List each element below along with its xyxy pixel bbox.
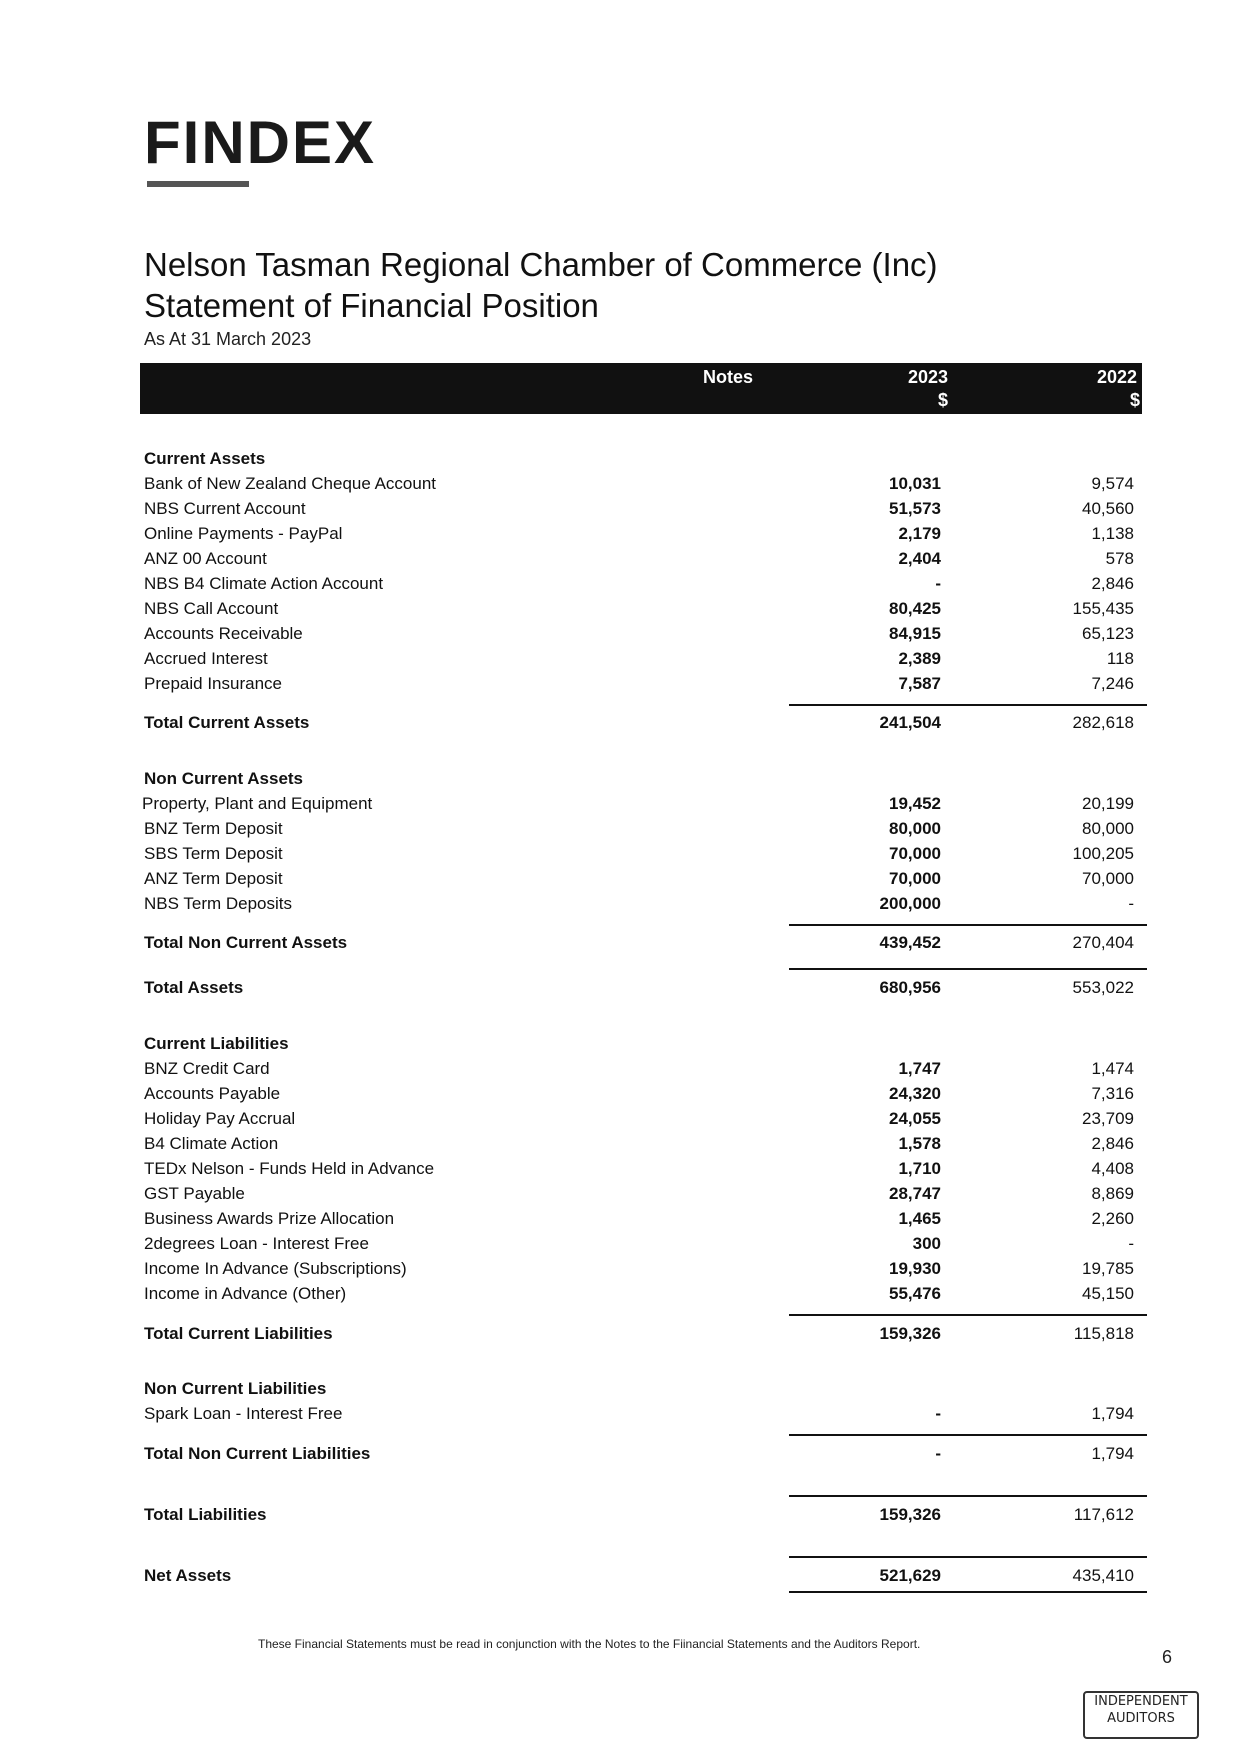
row-label: Accrued Interest <box>144 649 268 668</box>
value-2023: 1,465 <box>898 1209 941 1228</box>
row-label: BNZ Credit Card <box>144 1059 270 1078</box>
table-row <box>144 1056 1144 1081</box>
row-label: SBS Term Deposit <box>144 844 283 863</box>
row-label: Business Awards Prize Allocation <box>144 1209 395 1228</box>
value-2022: 2,260 <box>1091 1209 1134 1228</box>
value-2022: 19,785 <box>1082 1259 1134 1278</box>
value-2023: 300 <box>912 1234 941 1253</box>
section-heading-label: Non Current Assets <box>144 769 304 788</box>
table-row <box>144 1181 1144 1206</box>
year-2023-header: 2023 <box>908 367 949 387</box>
value-2023: 1,578 <box>898 1134 941 1153</box>
table-row <box>144 1131 1144 1156</box>
year-2022-header: 2022 <box>1097 367 1138 387</box>
value-2022: 40,560 <box>1082 499 1134 518</box>
value-2022: 45,150 <box>1082 1284 1134 1303</box>
row-label: Accounts Payable <box>144 1084 281 1103</box>
value-2022: 578 <box>1105 549 1134 568</box>
logo-underline <box>147 181 249 187</box>
total-value-2022: 435,410 <box>1072 1566 1134 1585</box>
section-heading <box>144 766 1144 791</box>
row-label: NBS B4 Climate Action Account <box>144 574 384 593</box>
total-value-2022: 270,404 <box>1072 933 1134 952</box>
value-2022: 7,316 <box>1091 1084 1134 1103</box>
row-label: GST Payable <box>144 1184 245 1203</box>
value-2022: 100,205 <box>1072 844 1134 863</box>
total-row <box>144 1441 1144 1466</box>
findex-logo: FINDEX <box>144 109 377 176</box>
currency-2022-header: $ <box>1130 390 1141 410</box>
row-label: TEDx Nelson - Funds Held in Advance <box>144 1159 435 1178</box>
total-row <box>144 1321 1144 1346</box>
row-label: 2degrees Loan - Interest Free <box>144 1234 369 1253</box>
value-2022: 2,846 <box>1091 1134 1134 1153</box>
table-row <box>144 671 1144 696</box>
total-label: Net Assets <box>144 1566 232 1585</box>
notes-header: Notes <box>703 367 754 387</box>
row-label: ANZ 00 Account <box>144 549 267 568</box>
total-rule <box>789 1434 1147 1436</box>
table-row <box>144 1256 1144 1281</box>
table-row <box>144 791 1144 816</box>
value-2022: 20,199 <box>1082 794 1134 813</box>
row-label: Bank of New Zealand Cheque Account <box>144 474 437 493</box>
total-row <box>144 930 1144 955</box>
table-row <box>144 521 1144 546</box>
value-2023: 2,179 <box>898 524 941 543</box>
table-header-bar <box>140 363 1142 414</box>
value-2022: 70,000 <box>1082 869 1134 888</box>
value-2023: 24,055 <box>889 1109 941 1128</box>
total-rule <box>789 1495 1147 1497</box>
value-2023: 10,031 <box>889 474 941 493</box>
total-row <box>144 710 1144 735</box>
table-row <box>144 1281 1144 1306</box>
row-label: Income in Advance (Other) <box>144 1284 347 1303</box>
row-label: BNZ Term Deposit <box>144 819 283 838</box>
total-value-2023: 159,326 <box>879 1505 941 1524</box>
table-row <box>144 596 1144 621</box>
total-value-2023: 521,629 <box>879 1566 941 1585</box>
statement-date: As At 31 March 2023 <box>144 329 312 349</box>
value-2023: 19,930 <box>889 1259 941 1278</box>
value-2022: 118 <box>1106 649 1134 668</box>
total-rule <box>789 1556 1147 1558</box>
value-2023: 28,747 <box>889 1184 941 1203</box>
value-2023: 70,000 <box>889 844 941 863</box>
total-liabilities-row <box>144 1502 1144 1527</box>
value-2022: - <box>1128 894 1134 913</box>
table-row <box>144 496 1144 521</box>
total-value-2022: 115,818 <box>1073 1324 1134 1343</box>
row-label: NBS Term Deposits <box>144 894 293 913</box>
section-heading-label: Current Assets <box>144 449 266 468</box>
total-value-2023: 439,452 <box>879 933 941 952</box>
auditor-stamp <box>1083 1691 1199 1739</box>
table-row <box>144 1206 1144 1231</box>
total-value-2023: 159,326 <box>879 1324 941 1343</box>
table-row <box>144 841 1144 866</box>
value-2023: - <box>935 574 941 593</box>
total-rule <box>789 968 1147 970</box>
value-2023: 19,452 <box>889 794 941 813</box>
stamp-line-1: INDEPENDENT <box>1094 1694 1188 1709</box>
value-2023: 55,476 <box>889 1284 941 1303</box>
table-row <box>144 621 1144 646</box>
stamp-line-2: AUDITORS <box>1107 1711 1175 1726</box>
value-2023: - <box>935 1404 941 1423</box>
value-2022: 80,000 <box>1082 819 1134 838</box>
value-2022: 1,138 <box>1091 524 1134 543</box>
value-2023: 80,000 <box>889 819 941 838</box>
table-row <box>144 866 1144 891</box>
page-number: 6 <box>1162 1647 1173 1667</box>
total-value-2022: 117,612 <box>1073 1505 1134 1524</box>
value-2022: 8,869 <box>1091 1184 1134 1203</box>
row-label: Spark Loan - Interest Free <box>144 1404 343 1423</box>
row-label: Property, Plant and Equipment <box>142 794 373 813</box>
bottom-rule <box>789 1591 1147 1593</box>
row-label: Holiday Pay Accrual <box>144 1109 296 1128</box>
value-2022: - <box>1128 1234 1134 1253</box>
value-2022: 4,408 <box>1091 1159 1134 1178</box>
table-row <box>144 546 1144 571</box>
value-2022: 1,794 <box>1091 1404 1134 1423</box>
total-value-2023: 241,504 <box>879 713 941 732</box>
value-2022: 2,846 <box>1091 574 1134 593</box>
value-2023: 1,747 <box>898 1059 941 1078</box>
row-label: Income In Advance (Subscriptions) <box>144 1259 407 1278</box>
total-value-2023: 680,956 <box>879 978 941 997</box>
total-label: Total Liabilities <box>144 1505 267 1524</box>
value-2023: 7,587 <box>898 674 941 693</box>
total-assets-row <box>144 975 1144 1000</box>
total-label: Total Current Assets <box>144 713 310 732</box>
table-row <box>144 471 1144 496</box>
total-value-2022: 282,618 <box>1072 713 1134 732</box>
currency-2023-header: $ <box>938 390 949 410</box>
table-row <box>144 646 1144 671</box>
value-2022: 65,123 <box>1082 624 1134 643</box>
total-label: Total Non Current Assets <box>144 933 348 952</box>
total-value-2022: 1,794 <box>1091 1444 1134 1463</box>
section-heading-label: Non Current Liabilities <box>144 1379 327 1398</box>
table-row <box>144 1156 1144 1181</box>
section-heading <box>144 1376 1144 1401</box>
total-label: Total Current Liabilities <box>144 1324 333 1343</box>
total-rule <box>789 704 1147 706</box>
row-label: NBS Call Account <box>144 599 279 618</box>
row-label: Prepaid Insurance <box>144 674 282 693</box>
value-2023: 1,710 <box>898 1159 941 1178</box>
value-2023: 200,000 <box>879 894 941 913</box>
value-2023: 2,389 <box>898 649 941 668</box>
total-label: Total Assets <box>144 978 244 997</box>
row-label: Accounts Receivable <box>144 624 303 643</box>
footer-note: These Financial Statements must be read in conjunction with the Notes to the Fiinancial Statements and the Auditors Report. <box>258 1637 921 1651</box>
value-2023: 80,425 <box>889 599 941 618</box>
section-heading <box>144 1031 1144 1056</box>
row-label: ANZ Term Deposit <box>144 869 283 888</box>
table-row <box>144 1106 1144 1131</box>
total-rule <box>789 1314 1147 1316</box>
value-2023: 70,000 <box>889 869 941 888</box>
net-assets-row <box>144 1563 1144 1588</box>
value-2023: 84,915 <box>889 624 941 643</box>
total-value-2022: 553,022 <box>1072 978 1134 997</box>
table-row <box>144 1401 1144 1426</box>
value-2022: 155,435 <box>1072 599 1134 618</box>
value-2023: 24,320 <box>889 1084 941 1103</box>
table-row <box>144 891 1144 916</box>
section-heading <box>144 446 1144 471</box>
row-label: NBS Current Account <box>144 499 306 518</box>
table-row <box>144 816 1144 841</box>
statement-title: Statement of Financial Position <box>144 287 599 324</box>
table-row <box>144 1081 1144 1106</box>
row-label: Online Payments - PayPal <box>144 524 343 543</box>
value-2023: 2,404 <box>898 549 941 568</box>
row-label: B4 Climate Action <box>144 1134 279 1153</box>
table-row <box>144 1231 1144 1256</box>
value-2023: 51,573 <box>889 499 941 518</box>
value-2022: 9,574 <box>1091 474 1134 493</box>
organisation-name: Nelson Tasman Regional Chamber of Commerce (Inc) <box>144 246 938 283</box>
total-rule <box>789 924 1147 926</box>
value-2022: 7,246 <box>1091 674 1134 693</box>
section-heading-label: Current Liabilities <box>144 1034 289 1053</box>
total-value-2023: - <box>935 1444 941 1463</box>
table-row <box>144 571 1144 596</box>
value-2022: 23,709 <box>1082 1109 1134 1128</box>
value-2022: 1,474 <box>1091 1059 1134 1078</box>
total-label: Total Non Current Liabilities <box>144 1444 371 1463</box>
